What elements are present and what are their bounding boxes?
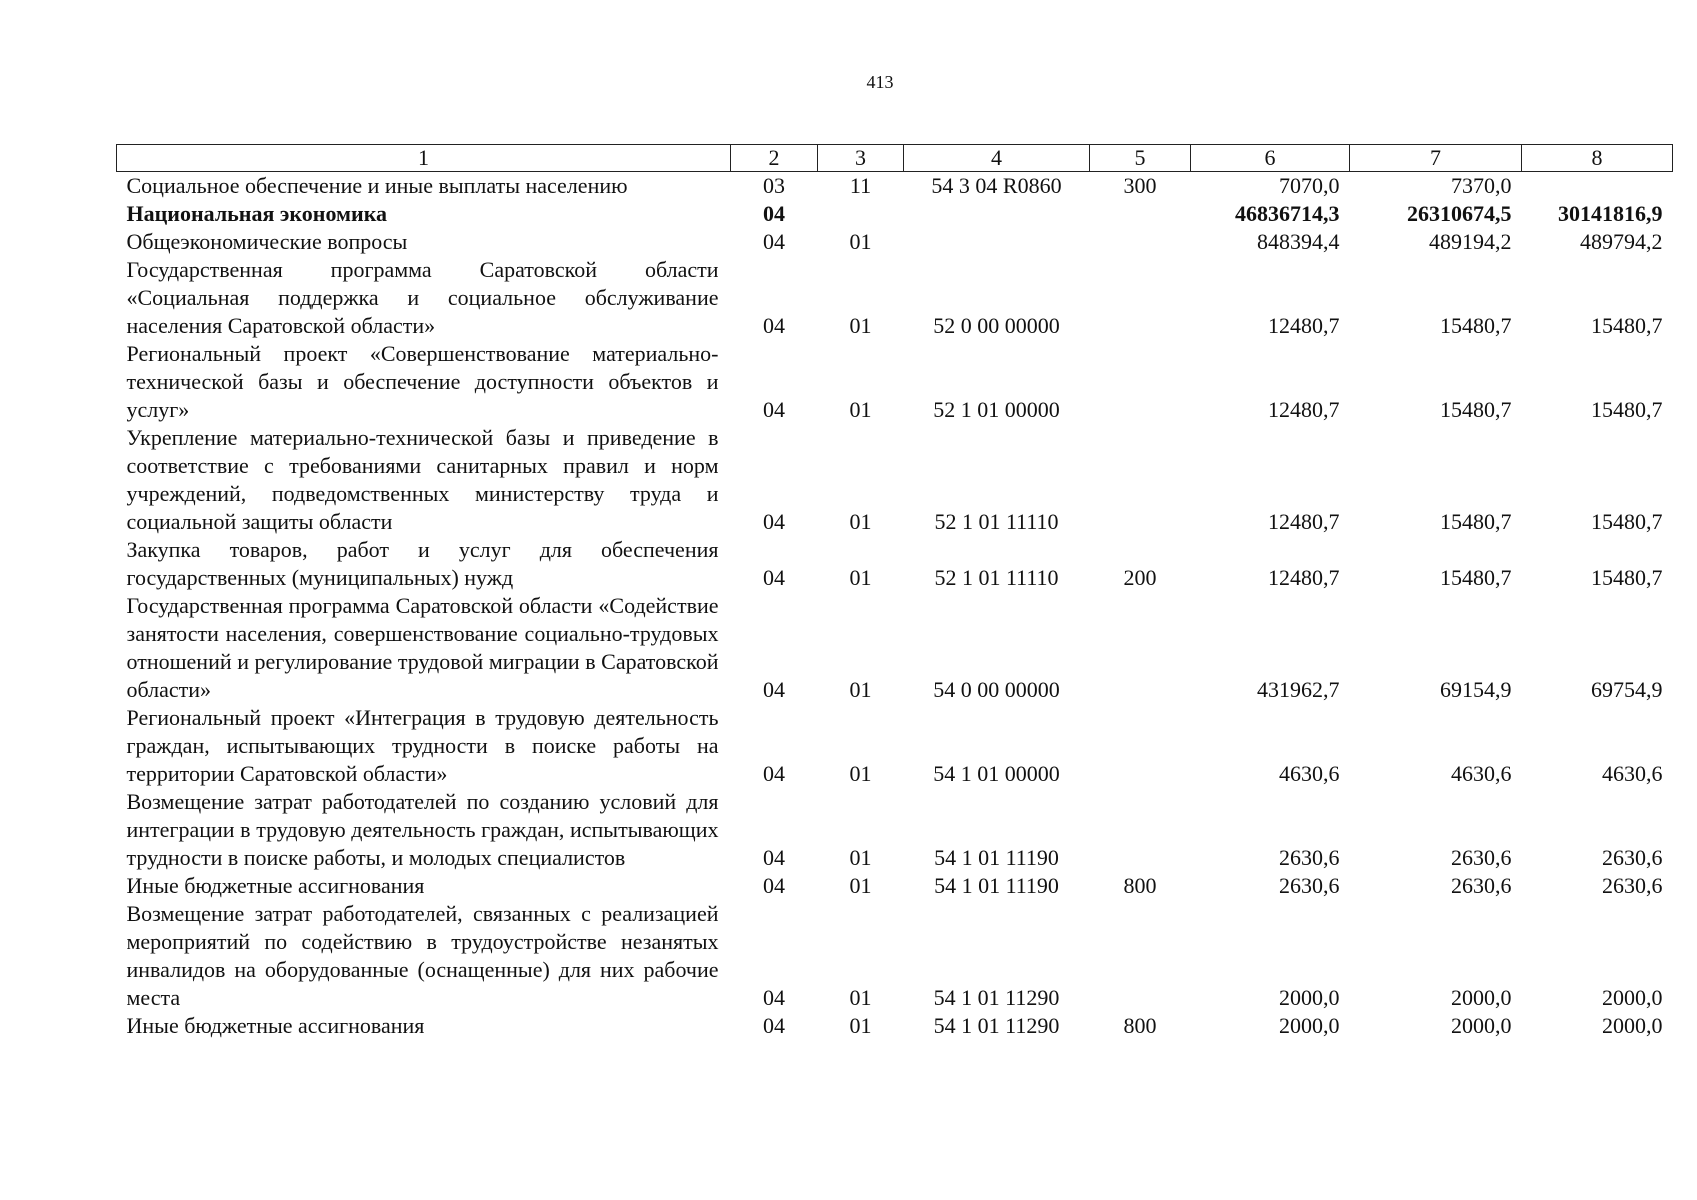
table-row xyxy=(117,788,1673,872)
section-code: 04 xyxy=(763,397,785,422)
subsection-code: 01 xyxy=(849,229,872,254)
column-header: 7 xyxy=(1350,145,1522,172)
target-article xyxy=(904,200,1090,228)
amount-year-1: 12480,7 xyxy=(1268,313,1340,338)
target-article: 54 1 01 11290 xyxy=(933,1013,1060,1038)
amount-year-2: 15480,7 xyxy=(1440,509,1512,534)
row-name: Иные бюджетные ассигнования xyxy=(126,873,425,898)
expense-type: 800 xyxy=(1123,873,1157,898)
amount-year-3: 15480,7 xyxy=(1591,397,1663,422)
row-name: Национальная экономика xyxy=(126,201,388,226)
expense-type xyxy=(1090,200,1191,228)
expense-type xyxy=(1090,256,1191,340)
amount-year-1: 12480,7 xyxy=(1268,397,1340,422)
amount-year-3 xyxy=(1522,172,1673,201)
section-code: 03 xyxy=(763,173,785,198)
amount-year-2: 2000,0 xyxy=(1451,1013,1512,1038)
amount-year-3: 2000,0 xyxy=(1602,1013,1663,1038)
expense-type xyxy=(1090,704,1191,788)
row-name: Государственная программа Саратовской области «Содействие занятости населения, совершенствование социально-трудовых отношений и регулирование трудовой миграции в Саратовской области» xyxy=(126,593,719,702)
row-name: Общеэкономические вопросы xyxy=(126,229,408,254)
amount-year-3: 2000,0 xyxy=(1602,985,1663,1010)
target-article: 54 3 04 R0860 xyxy=(931,173,1062,198)
amount-year-1: 12480,7 xyxy=(1268,509,1340,534)
row-name: Возмещение затрат работодателей, связанных с реализацией мероприятий по содействию в трудоустройстве незанятых инвалидов на оборудованные (оснащенные) для них рабочие места xyxy=(126,901,719,1010)
target-article: 54 1 01 11190 xyxy=(934,845,1059,870)
row-name: Укрепление материально-технической базы и приведение в соответствие с требованиями санитарных правил и норм учреждений, подведомственных министерству труда и социальной защиты области xyxy=(126,425,719,534)
section-code: 04 xyxy=(763,985,785,1010)
section-code: 04 xyxy=(763,229,785,254)
column-header: 8 xyxy=(1522,145,1673,172)
subsection-code: 01 xyxy=(849,509,872,534)
amount-year-2: 4630,6 xyxy=(1451,761,1512,786)
amount-year-2: 69154,9 xyxy=(1440,677,1512,702)
amount-year-3: 489794,2 xyxy=(1580,229,1663,254)
subsection-code xyxy=(818,200,904,228)
amount-year-1: 431962,7 xyxy=(1257,677,1340,702)
section-code: 04 xyxy=(763,565,785,590)
row-name: Региональный проект «Интеграция в трудовую деятельность граждан, испытывающих трудности в поиске работы на территории Саратовской области» xyxy=(126,705,719,786)
table-row xyxy=(117,200,1673,228)
table-row xyxy=(117,1012,1673,1040)
amount-year-1: 12480,7 xyxy=(1268,565,1340,590)
row-name: Иные бюджетные ассигнования xyxy=(126,1013,425,1038)
target-article xyxy=(904,228,1090,256)
row-name: Закупка товаров, работ и услуг для обеспечения государственных (муниципальных) нужд xyxy=(126,537,719,590)
row-name: Региональный проект «Совершенствование материально-технической базы и обеспечение доступности объектов и услуг» xyxy=(126,341,719,422)
subsection-code: 01 xyxy=(849,313,872,338)
subsection-code: 01 xyxy=(849,1013,872,1038)
table-row xyxy=(117,424,1673,536)
subsection-code: 01 xyxy=(849,873,872,898)
expense-type xyxy=(1090,228,1191,256)
table-row xyxy=(117,228,1673,256)
amount-year-3: 69754,9 xyxy=(1591,677,1663,702)
section-code: 04 xyxy=(763,677,785,702)
amount-year-2: 2000,0 xyxy=(1451,985,1512,1010)
expense-type: 300 xyxy=(1123,173,1157,198)
section-code: 04 xyxy=(763,873,785,898)
subsection-code: 01 xyxy=(849,677,872,702)
expense-type xyxy=(1090,900,1191,1012)
table-row xyxy=(117,536,1673,592)
amount-year-1: 848394,4 xyxy=(1257,229,1340,254)
amount-year-2: 489194,2 xyxy=(1429,229,1512,254)
amount-year-2: 26310674,5 xyxy=(1407,201,1512,226)
amount-year-3: 15480,7 xyxy=(1591,313,1663,338)
amount-year-3: 15480,7 xyxy=(1591,509,1663,534)
amount-year-2: 15480,7 xyxy=(1440,397,1512,422)
row-name: Государственная программа Саратовской области «Социальная поддержка и социальное обслуживание населения Саратовской области» xyxy=(126,257,719,338)
section-code: 04 xyxy=(763,845,785,870)
target-article: 52 0 00 00000 xyxy=(933,313,1060,338)
table-row xyxy=(117,900,1673,1012)
amount-year-3: 2630,6 xyxy=(1602,845,1663,870)
table-row xyxy=(117,872,1673,900)
amount-year-2: 2630,6 xyxy=(1451,845,1512,870)
target-article: 52 1 01 00000 xyxy=(933,397,1060,422)
target-article: 54 1 01 00000 xyxy=(933,761,1060,786)
subsection-code: 01 xyxy=(849,761,872,786)
amount-year-3: 2630,6 xyxy=(1602,873,1663,898)
page-number: 413 xyxy=(866,72,894,92)
target-article: 54 1 01 11290 xyxy=(933,985,1060,1010)
expense-type xyxy=(1090,788,1191,872)
row-name: Возмещение затрат работодателей по созданию условий для интеграции в трудовую деятельность граждан, испытывающих трудности в поиске работы, и молодых специалистов xyxy=(126,789,719,870)
subsection-code: 01 xyxy=(849,565,872,590)
expense-type: 200 xyxy=(1123,565,1157,590)
header-row xyxy=(117,145,1673,172)
column-header: 1 xyxy=(117,145,731,172)
amount-year-2: 2630,6 xyxy=(1451,873,1512,898)
amount-year-1: 4630,6 xyxy=(1279,761,1340,786)
amount-year-1: 2630,6 xyxy=(1279,845,1340,870)
column-header: 5 xyxy=(1090,145,1191,172)
expense-type: 800 xyxy=(1123,1013,1157,1038)
amount-year-1: 2000,0 xyxy=(1279,985,1340,1010)
target-article: 54 0 00 00000 xyxy=(933,677,1060,702)
budget-table xyxy=(116,144,1673,1040)
column-header: 2 xyxy=(731,145,818,172)
column-header: 4 xyxy=(904,145,1090,172)
section-code: 04 xyxy=(763,761,785,786)
section-code: 04 xyxy=(763,201,785,226)
amount-year-3: 4630,6 xyxy=(1602,761,1663,786)
expense-type xyxy=(1090,340,1191,424)
target-article: 52 1 01 11110 xyxy=(934,565,1059,590)
amount-year-2: 7370,0 xyxy=(1451,173,1512,198)
amount-year-1: 2630,6 xyxy=(1279,873,1340,898)
amount-year-3: 15480,7 xyxy=(1591,565,1663,590)
row-name: Социальное обеспечение и иные выплаты населению xyxy=(126,173,628,198)
column-header: 6 xyxy=(1191,145,1350,172)
amount-year-1: 46836714,3 xyxy=(1235,201,1340,226)
expense-type xyxy=(1090,424,1191,536)
amount-year-3: 30141816,9 xyxy=(1558,201,1663,226)
table-row xyxy=(117,172,1673,201)
table-row xyxy=(117,592,1673,704)
section-code: 04 xyxy=(763,313,785,338)
amount-year-1: 2000,0 xyxy=(1279,1013,1340,1038)
table-row xyxy=(117,256,1673,340)
subsection-code: 01 xyxy=(849,845,872,870)
expense-type xyxy=(1090,592,1191,704)
target-article: 54 1 01 11190 xyxy=(934,873,1059,898)
target-article: 52 1 01 11110 xyxy=(934,509,1059,534)
subsection-code: 01 xyxy=(849,397,872,422)
subsection-code: 01 xyxy=(849,985,872,1010)
section-code: 04 xyxy=(763,509,785,534)
subsection-code: 11 xyxy=(849,173,872,198)
amount-year-2: 15480,7 xyxy=(1440,313,1512,338)
column-header: 3 xyxy=(818,145,904,172)
table-row xyxy=(117,704,1673,788)
table-row xyxy=(117,340,1673,424)
amount-year-2: 15480,7 xyxy=(1440,565,1512,590)
section-code: 04 xyxy=(763,1013,785,1038)
amount-year-1: 7070,0 xyxy=(1279,173,1340,198)
